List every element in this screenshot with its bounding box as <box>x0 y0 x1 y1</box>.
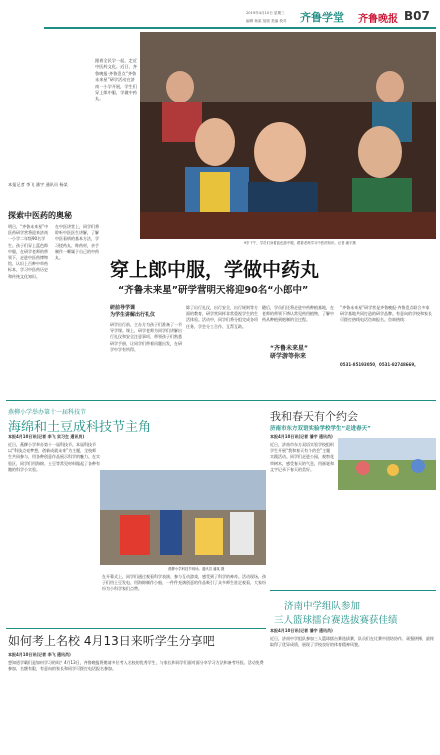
sub-heading: 探索中医药的奥秘 <box>8 211 72 220</box>
story-intro: 跟着全民学一起，走近中医药文化。近日，齐鲁晚报·齐鲁壹点“齐鲁未来星”研学活动在济南一小学开展，学生们穿上郎中服，学做中药丸。 <box>95 58 137 102</box>
science-photo <box>100 470 266 565</box>
spring-byline: 本报4月10日讯(记者 潘宇 通讯员) <box>270 434 333 439</box>
classroom-photo <box>140 32 436 239</box>
bottom-headline: 如何考上名校 4月13日来听学生分享吧 <box>8 634 215 648</box>
header-rule <box>44 27 436 29</box>
spring-headline: 我和春天有个约会 <box>270 410 358 423</box>
bottom-text: 想知道学霸们是如何学习的吗？4月13日，齐鲁晚报将邀请多位考入名校的优秀学生，与家长和同学们面对面分享学习方法和备考经验。活动免费参加，名额有限，有意向的家长和同学可拨打电话报名参加。 <box>8 660 264 672</box>
col3-text: 除了出行礼仪，出行安全，出行规则等方面的教育，研学营同样非常重视学生的生活体验。活动中，同学们将分组完成各项任务，学会分工合作、互帮互助。 <box>186 305 258 329</box>
photo-caption: 9岁下午，学员们身着蓝色郎中服，跟着老师学习中医药知识。记者 潘宇摄 <box>244 241 356 245</box>
basketball-headline: 三人篮球擂台赛选拔赛获佳绩 <box>274 615 398 626</box>
section-rule <box>6 400 436 401</box>
classroom-photo-illustration <box>140 32 436 239</box>
header-editors: 编辑 杨某 组版 美编 校对 <box>246 19 287 23</box>
basketball-text: 近日，济南中学组队参加三人篮球擂台赛选拔赛，队员们在比赛中团结协作、顽强拼搏，最终取得了优异成绩，展现了学校良好的体育精神风貌。 <box>270 636 434 648</box>
col2-text: 研学出行前，主办方为孩子们准备了一节导学课。课上，研学老师为同学们讲解出行礼仪和安全注意事项，带领孩子们熟悉研学手册，让同学们带着问题出发，在研学中学有所得。 <box>110 322 182 352</box>
spring-photo <box>338 438 436 490</box>
science-text-left: 近日，燕柳小学举办第十一届科技节。本届科技节以“科技点亮梦想，创新成就未来”为主题，全校师生共同参与，用各种创意作品展示科学的魅力。在实验区，同学们用海绵、土豆等常见材料做起了各种有趣的科学小实验。 <box>8 442 100 472</box>
page-number: B07 <box>404 9 430 23</box>
spring-photo-illustration <box>338 438 436 490</box>
col2-heading: 研前导学课 为学生讲解出行礼仪 <box>110 305 156 318</box>
bottom-rule <box>6 628 266 629</box>
spring-subheadline: 济南市东方双语实验学校学生“走进春天” <box>270 426 371 432</box>
header-date: 2019年4月10日 星期三 <box>246 11 285 15</box>
main-headline: 穿上郎中服，学做中药丸 <box>110 259 320 281</box>
col1-p2: 在中医讲堂上，同学们将聆听中医医生讲解，了解中医看病的基本方法，学习搓药丸、称药材，亲手制作一颗属于自己的中药丸。 <box>55 224 99 261</box>
science-kicker: 燕柳小学举办第十一届科技节 <box>8 409 87 416</box>
science-caption: 燕柳小学科技节现场。通讯员 潘某 摄 <box>168 567 225 571</box>
top-byline: 本报记者 李飞 潘宇 通讯员 杨某 <box>8 182 68 187</box>
basketball-byline: 本报4月10日讯(记者 潘宇 通讯员) <box>270 628 333 633</box>
section-title: 齐鲁学堂 <box>300 11 344 24</box>
science-text-right: 在开幕式上，同学们通过观看科学表演、参与互动游戏，感受到了科学的神奇。活动现场，孩子们用土豆发电、用海绵制作小船，一件件充满创意的作品吸引了众多师生驻足观看，大家纷纷为小科学家们点赞。 <box>102 574 266 592</box>
basketball-kicker: 济南中学组队参加 <box>284 601 361 612</box>
bottom-byline: 本报4月10日讯(记者 李飞 通讯员) <box>8 652 71 657</box>
col1-p1: 明日，“齐鲁未来星”中医药研学营将迎来济南一小学二年级90名学生。孩子们穿上蓝色郎中服，在研学老师的带领下，走进中医药博物馆，认识上百种中草药标本，学习中医药历史和传统文化知识。 <box>8 224 49 279</box>
col5-text: “齐鲁未来星”研学营是齐鲁晚报·齐鲁壹点联合多家研学基地共同打造的研学品牌。有意向的学校和家长可拨打热线电话咨询报名。咨询热线： <box>340 305 432 323</box>
science-photo-illustration <box>100 470 266 565</box>
col4-heading: “齐鲁未来星” 研学游等你来 <box>270 345 308 360</box>
basketball-rule <box>270 590 436 591</box>
main-subheadline: “齐鲁未来星”研学营明天将迎90名“小郎中” <box>118 285 309 296</box>
science-byline: 本报4月10日讯(记者 李飞 实习生 通讯员) <box>8 434 85 439</box>
hotline: 0531-85193050，0531-82748669。 <box>340 362 419 367</box>
col4-text: 随后，学员们还将走进中药种植基地，在老师的带领下辨认常见药用植物，了解中药从种植到炮制的全过程。 <box>262 305 334 323</box>
spring-text: 近日，济南市东方双语实验学校组织学生开展“我和春天有个约会”主题实践活动。同学们走进公园，观察花草树木，感受春天的气息，用画笔和文字记录下春天的美好。 <box>270 442 334 472</box>
science-headline: 海绵和土豆成科技节主角 <box>8 420 152 435</box>
paper-logo: 齐鲁晚报 <box>358 14 398 25</box>
